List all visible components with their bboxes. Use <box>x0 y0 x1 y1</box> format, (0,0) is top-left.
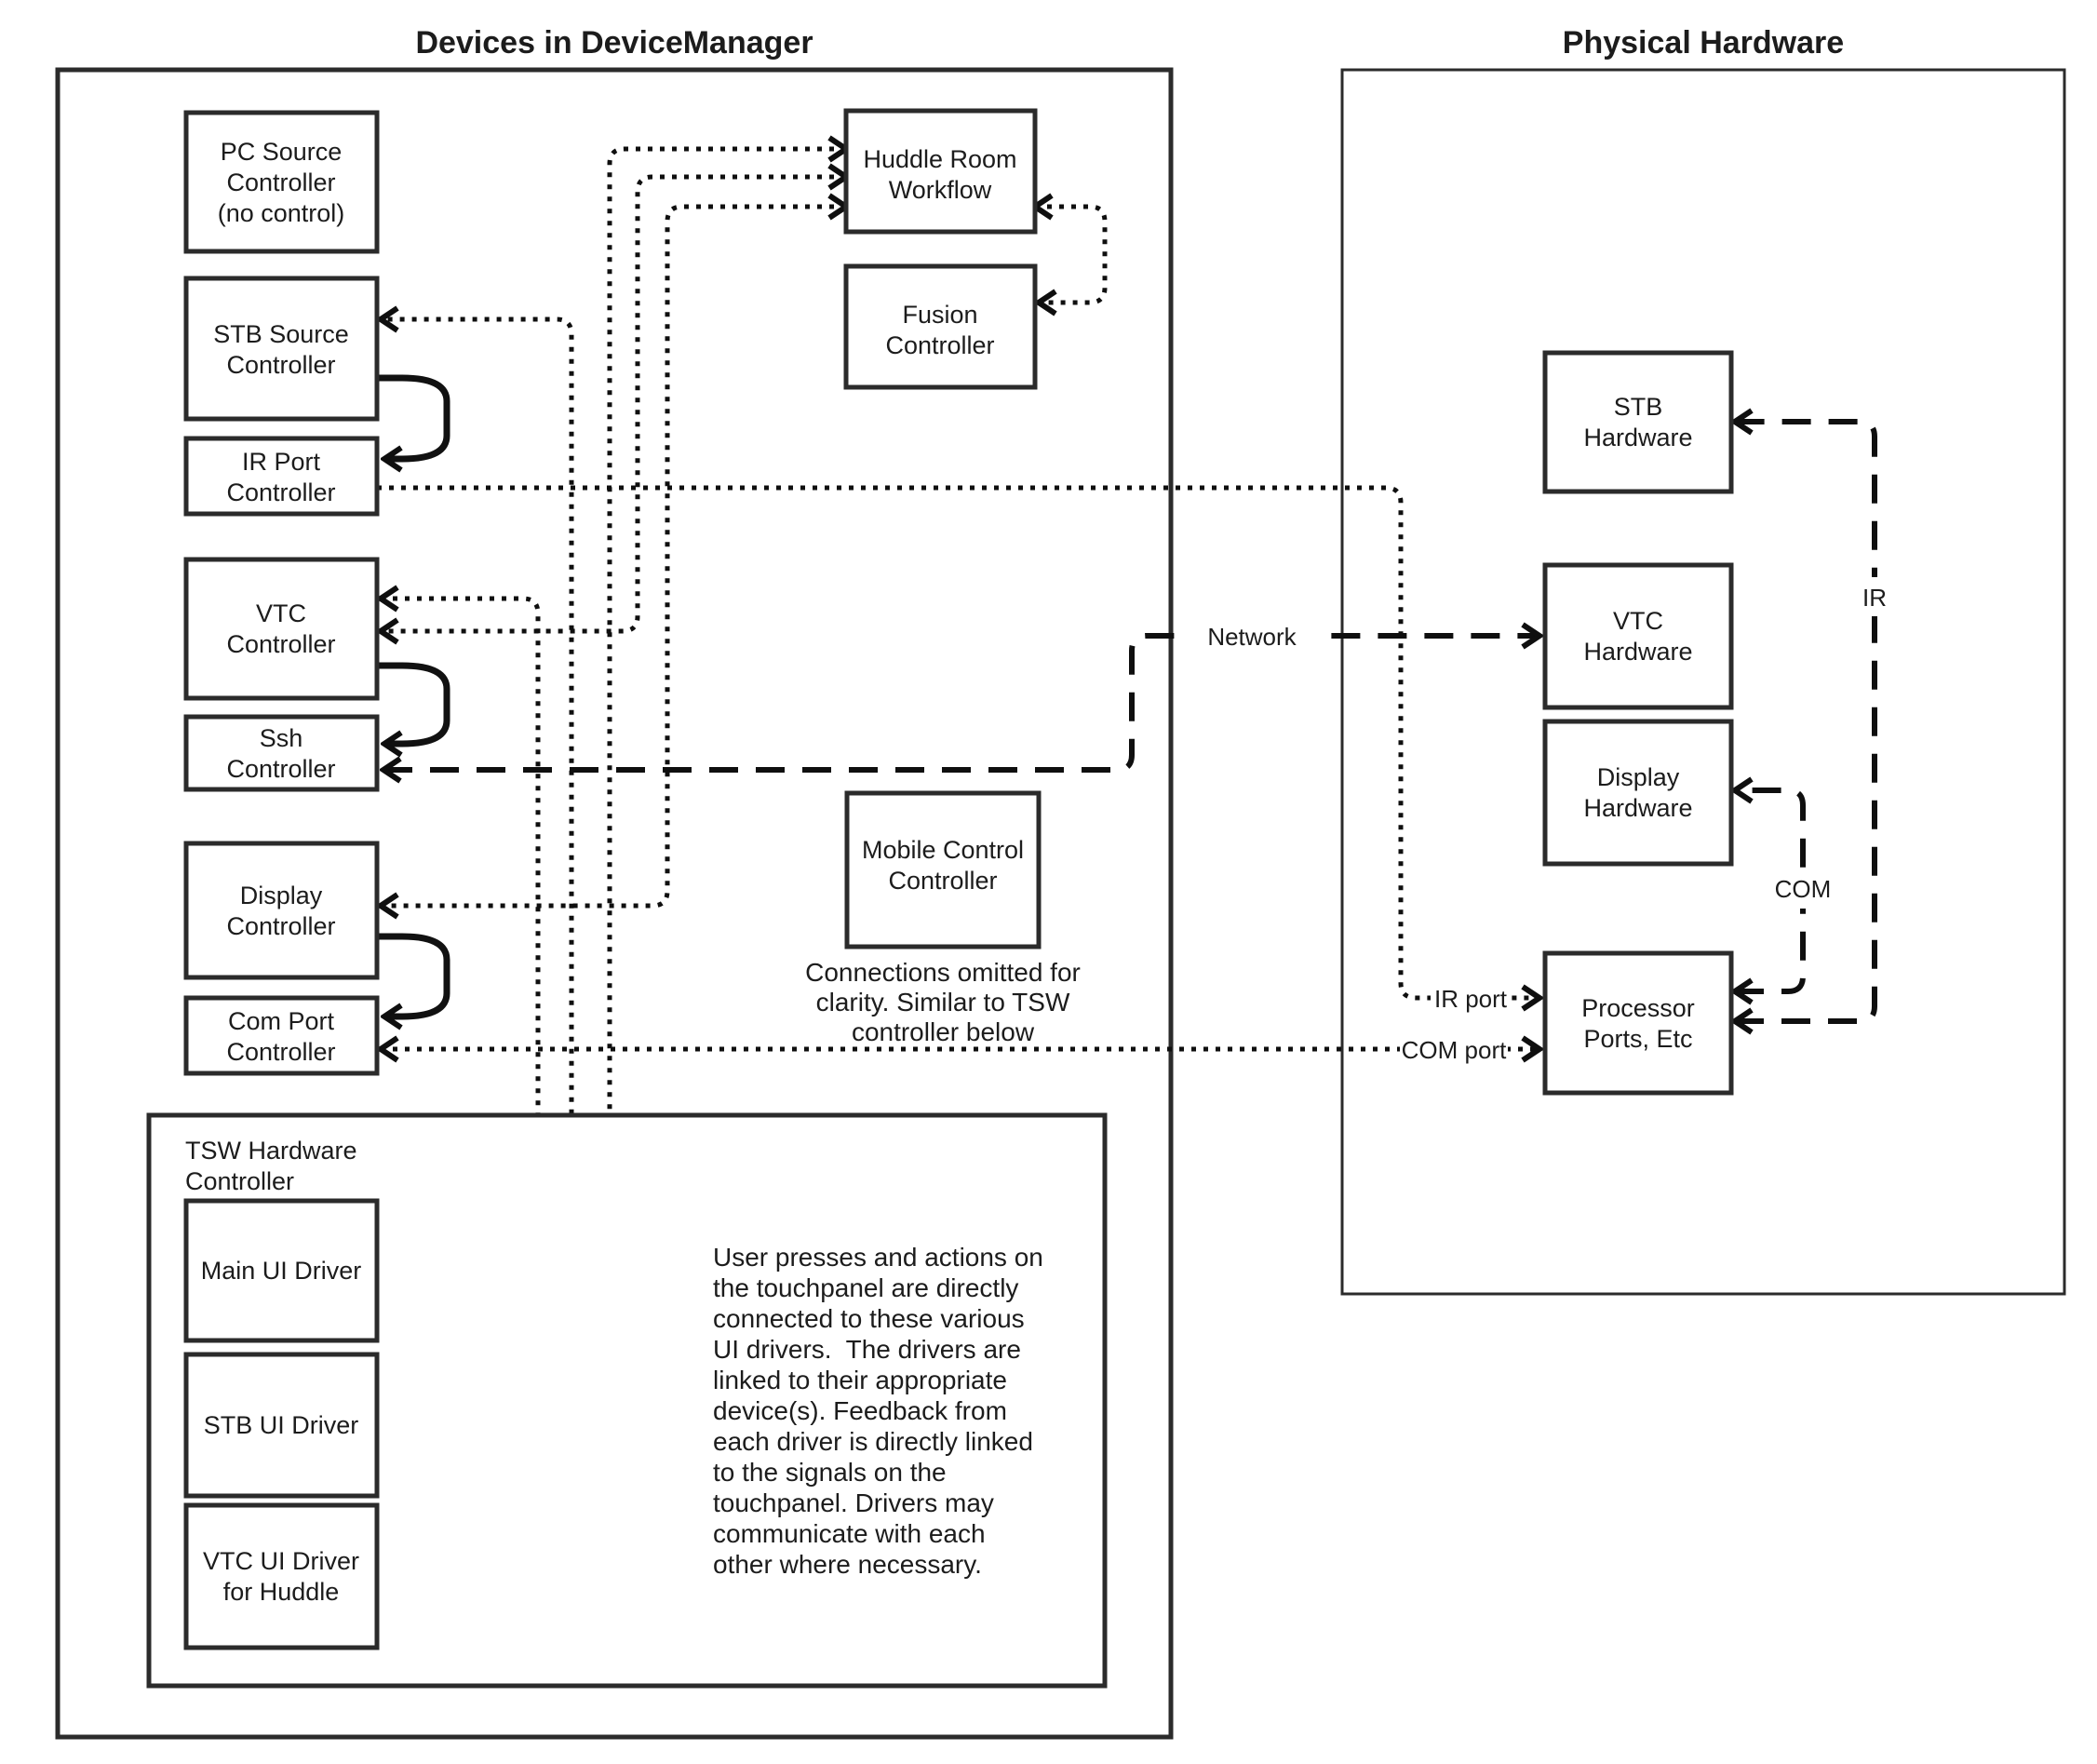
node-ssh-label-line2: Controller <box>226 755 336 783</box>
title-physical-hardware: Physical Hardware <box>1562 25 1845 61</box>
node-mobile-control-controller <box>847 793 1039 947</box>
node-ssh-label-line1: Ssh <box>259 724 303 752</box>
note-line6: device(s). Feedback from <box>713 1396 1007 1425</box>
node-ir-port-controller <box>186 438 377 514</box>
node-display-box <box>186 843 377 977</box>
caption-connections-omitted <box>805 958 1081 1046</box>
node-ssh-controller <box>186 717 377 789</box>
group-tsw-label-line1: TSW Hardware <box>185 1137 357 1165</box>
note-line8: to the signals on the <box>713 1458 947 1487</box>
node-vtc-hw-box <box>1545 565 1731 707</box>
node-stb-source-label-line1: STB Source <box>213 320 349 348</box>
caption-line2: clarity. Similar to TSW <box>815 988 1070 1017</box>
node-ir-port-label-line1: IR Port <box>241 448 321 476</box>
note-line5: linked to their appropriate <box>713 1366 1007 1394</box>
node-processor-box <box>1545 953 1731 1093</box>
edge-huddle-fusion-dotted <box>1035 207 1105 303</box>
node-com-port-controller <box>186 998 377 1073</box>
node-vtc-controller <box>186 559 377 698</box>
edge-display-comport-solid <box>377 936 447 1017</box>
node-stb-source-box <box>186 278 377 419</box>
node-pc-source-label-line1: PC Source <box>220 138 343 166</box>
node-ir-port-label-line2: Controller <box>226 478 336 506</box>
node-mobile-label-line1: Mobile Control <box>861 836 1025 864</box>
node-vtc-ui-label-line2: for Huddle <box>222 1578 340 1606</box>
edge-ssh-vtchw-network-dashed <box>383 636 1539 770</box>
node-processor-ports <box>1545 953 1731 1093</box>
node-pc-source-label-line3: (no control) <box>217 199 345 227</box>
node-display-hw-box <box>1545 721 1731 864</box>
node-com-port-label-line2: Controller <box>226 1038 336 1066</box>
node-fusion-controller <box>846 266 1035 387</box>
node-stb-hw-label-line1: STB <box>1613 393 1663 421</box>
label-network: Network <box>1207 623 1297 651</box>
node-vtc-ui-label-line1: VTC UI Driver <box>203 1547 359 1575</box>
node-stb-source-controller <box>186 278 377 419</box>
label-ir-port: IR port <box>1433 985 1508 1013</box>
note-line1: User presses and actions on <box>713 1243 1043 1272</box>
note-line7: each driver is directly linked <box>713 1427 1033 1456</box>
note-line4: UI drivers. The drivers are <box>713 1335 1021 1364</box>
caption-line3: controller below <box>851 1017 1035 1046</box>
node-stb-ui-driver <box>186 1354 377 1496</box>
node-display-controller <box>186 843 377 977</box>
node-mobile-label-line2: Controller <box>888 867 998 895</box>
edge-stbsource-irport-solid <box>377 378 447 459</box>
node-vtc-label-line1: VTC <box>256 599 306 627</box>
node-main-ui-label-line1: Main UI Driver <box>200 1257 362 1285</box>
node-vtc-ui-box <box>186 1505 377 1648</box>
node-stb-source-label-line2: Controller <box>226 351 336 379</box>
node-pc-source-controller <box>186 113 377 251</box>
note-line10: communicate with each <box>713 1519 986 1548</box>
edge-processor-stbhw-ir-dashed <box>1735 422 1875 1021</box>
node-vtc-box <box>186 559 377 698</box>
node-com-port-label-line1: Com Port <box>227 1007 335 1035</box>
title-devices-in-devicemanager: Devices in DeviceManager <box>415 25 813 61</box>
label-ir: IR <box>1862 584 1887 612</box>
label-com: COM <box>1774 875 1832 903</box>
edge-huddle-vtc-dotted <box>381 177 846 631</box>
edge-vtc-ssh-solid <box>377 666 447 744</box>
node-display-label-line2: Controller <box>226 912 336 940</box>
node-pc-source-label-line2: Controller <box>226 168 336 196</box>
node-huddle-room-workflow <box>846 111 1035 232</box>
node-fusion-label-line1: Fusion <box>902 301 978 329</box>
node-stb-ui-label-line1: STB UI Driver <box>203 1411 359 1439</box>
node-main-ui-driver <box>186 1201 377 1340</box>
group-tsw-label-line2: Controller <box>185 1167 295 1195</box>
node-vtc-ui-driver <box>186 1505 377 1648</box>
caption-line1: Connections omitted for <box>805 958 1081 987</box>
note-line9: touchpanel. Drivers may <box>713 1488 994 1517</box>
node-display-label-line1: Display <box>239 882 323 909</box>
label-com-port: COM port <box>1401 1036 1507 1064</box>
node-processor-label-line1: Processor <box>1581 994 1695 1022</box>
node-display-hw-label-line1: Display <box>1596 763 1680 791</box>
node-huddle-label-line1: Huddle Room <box>863 145 1017 173</box>
node-vtc-hw-label-line1: VTC <box>1613 607 1663 635</box>
node-display-hardware <box>1545 721 1731 864</box>
node-fusion-label-line2: Controller <box>885 331 995 359</box>
note-line11: other where necessary. <box>713 1550 982 1579</box>
node-processor-label-line2: Ports, Etc <box>1583 1025 1693 1053</box>
node-vtc-label-line2: Controller <box>226 630 336 658</box>
edge-huddle-display-dotted <box>381 207 846 906</box>
node-stb-hw-box <box>1545 353 1731 491</box>
note-line2: the touchpanel are directly <box>713 1273 1019 1302</box>
node-huddle-label-line2: Workflow <box>888 176 992 204</box>
node-stb-hardware <box>1545 353 1731 491</box>
node-display-hw-label-line2: Hardware <box>1583 794 1693 822</box>
node-vtc-hw-label-line2: Hardware <box>1583 638 1693 666</box>
note-line3: connected to these various <box>713 1304 1025 1333</box>
edge-huddle-mainui-dotted <box>381 149 846 1244</box>
node-stb-hw-label-line2: Hardware <box>1583 424 1693 451</box>
node-vtc-hardware <box>1545 565 1731 707</box>
